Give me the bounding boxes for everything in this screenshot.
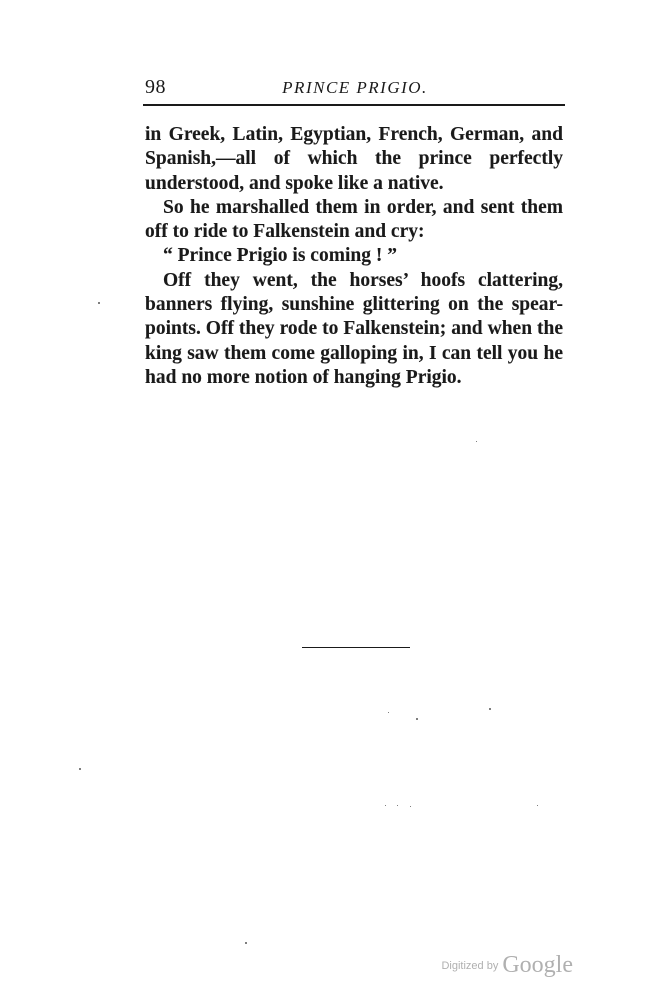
body-text — [145, 123, 563, 390]
watermark-brand: Google — [502, 952, 573, 978]
paragraph-4: Off they went, the horses’ hoofs clattering, banners flying, sunshine glittering on the spear-points. Off they rode to Falkenstein; and when the king saw them come galloping in, I can tell you he had no more notion of hanging Prigio. — [145, 269, 563, 388]
scan-speck — [537, 805, 538, 806]
page-number: 98 — [145, 76, 166, 98]
google-watermark — [441, 952, 573, 979]
scan-speck — [385, 805, 386, 806]
scan-speck — [410, 806, 411, 807]
scan-speck — [245, 942, 247, 944]
header-rule — [143, 104, 565, 106]
scan-speck — [489, 708, 491, 710]
end-rule — [302, 647, 410, 648]
scan-speck — [79, 768, 81, 770]
scan-speck — [416, 718, 418, 720]
paragraph-3: “ Prince Prigio is coming ! ” — [163, 245, 397, 267]
watermark-prefix: Digitized by — [441, 960, 499, 972]
scan-speck — [397, 805, 398, 806]
running-title: PRINCE PRIGIO. — [282, 78, 428, 97]
scan-speck — [388, 712, 389, 713]
paragraph-2: So he marshalled them in order, and sent them off to ride to Falkenstein and cry: — [145, 196, 563, 243]
paragraph-1: in Greek, Latin, Egyptian, French, German, and Spanish,—all of which the prince perfectly understood, and spoke like a native. — [145, 124, 563, 194]
scan-speck — [98, 302, 100, 304]
scan-speck — [476, 441, 477, 442]
